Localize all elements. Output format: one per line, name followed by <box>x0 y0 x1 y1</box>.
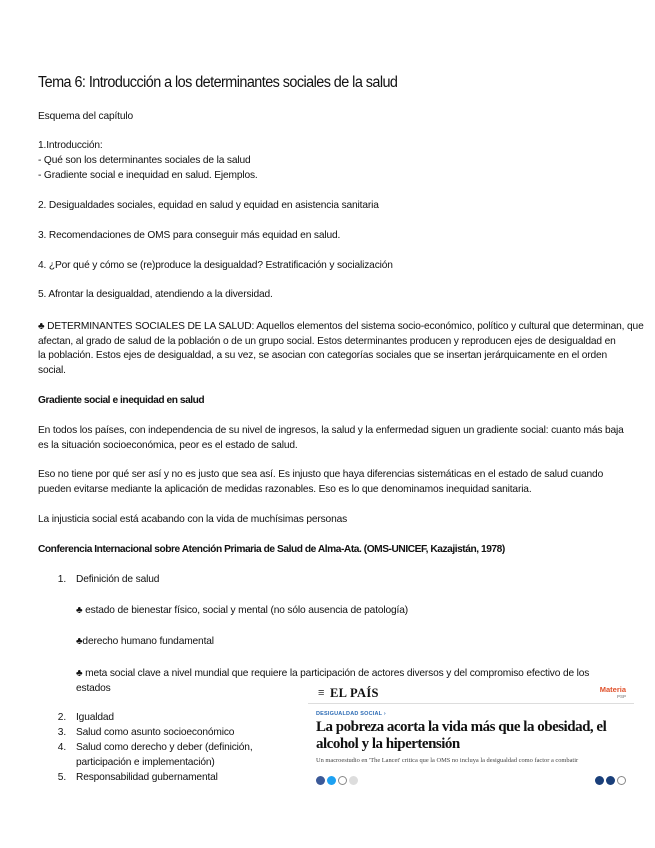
clipping-header <box>308 683 634 704</box>
outline-intro-item: - Qué son los determinantes sociales de la salud <box>38 155 251 166</box>
more-icon <box>617 776 626 785</box>
list-text: Salud como asunto socioeconómico <box>76 727 235 738</box>
page-title: Tema 6: Introducción a los determinantes sociales de la salud <box>38 74 398 91</box>
outline-intro-label: 1.Introducción: <box>38 140 103 151</box>
outline-item-3: 3. Recomendaciones de OMS para conseguir más equidad en salud. <box>38 230 341 241</box>
definition-line-1 <box>38 319 644 334</box>
definition-text: DETERMINANTES SOCIALES DE LA SALUD: Aquellos elementos del sistema socio-económico, político y cultural que determinan, que <box>47 321 644 332</box>
list-number: 4. <box>57 742 66 753</box>
bullet-item: ♣ meta social clave a nivel mundial que requiere la participación de actores diversos y del compromiso efectivo de los <box>76 668 590 679</box>
clipping-section: DESIGUALDAD SOCIAL › <box>316 711 386 717</box>
club-icon: ♣ <box>76 668 83 679</box>
clipping-subheadline: Un macroestudio en 'The Lancet' critica que la OMS no incluya la desigualdad como factor a combatir <box>316 757 579 764</box>
twitter-icon <box>327 776 336 785</box>
club-icon: ♣ <box>38 321 45 332</box>
list-text-continued: participación e implementación) <box>76 757 215 768</box>
list-text: Responsabilidad gubernamental <box>76 772 218 783</box>
definition-line: afectan, al grado de salud de la población o de un grupo social. Estos determinantes producen y reproducen ejes de desigualdad en <box>38 336 616 347</box>
outline-intro-item: - Gradiente social e inequidad en salud. Ejemplos. <box>38 170 258 181</box>
heart-icon <box>595 776 604 785</box>
definition-line: la población. Estos ejes de desigualdad, a su vez, se asocian con categorías sociales que se insertan jerárquicamente en el orden <box>38 350 608 361</box>
paragraph-line: En todos los países, con independencia de su nivel de ingresos, la salud y la enfermedad siguen un gradiente social: cuanto más baja <box>38 425 624 436</box>
paragraph-line: La injusticia social está acabando con la vida de muchísimas personas <box>38 514 348 525</box>
mail-icon <box>606 776 615 785</box>
bullet-item-continued: estados <box>76 683 111 694</box>
list-number: 2. <box>57 712 66 723</box>
action-icons <box>595 772 628 789</box>
newspaper-clipping <box>308 683 634 789</box>
definition-line: social. <box>38 365 66 376</box>
newspaper-logo: EL PAÍS <box>330 686 379 700</box>
list-number: 1. <box>57 574 66 585</box>
list-text: Definición de salud <box>76 574 160 585</box>
outline-item-5: 5. Afrontar la desigualdad, atendiendo a la diversidad. <box>38 289 273 300</box>
list-number: 5. <box>57 772 66 783</box>
share-icon <box>338 776 347 785</box>
bullet-item: ♣ estado de bienestar físico, social y mental (no sólo ausencia de patología) <box>76 605 408 616</box>
club-icon: ♣ <box>76 605 83 616</box>
bullet-item: ♣derecho humano fundamental <box>76 636 214 647</box>
paragraph-line: pueden evitarse mediante la aplicación de medidas razonables. Eso es lo que denominamos inequidad sanitaria. <box>38 484 532 495</box>
share-bar <box>316 772 360 784</box>
list-number: 3. <box>57 727 66 738</box>
section-tag: Materia PSP <box>599 685 626 699</box>
club-icon: ♣ <box>76 636 83 647</box>
clipping-headline: La pobreza acorta la vida más que la obesidad, el alcohol y la hipertensión <box>316 719 607 752</box>
section-heading-conference: Conferencia Internacional sobre Atención Primaria de Salud de Alma-Ata. (OMS-UNICEF, Kazajistán, 1978) <box>38 544 505 555</box>
outline-item-2: 2. Desigualdades sociales, equidad en salud y equidad en asistencia sanitaria <box>38 200 379 211</box>
list-text: Salud como derecho y deber (definición, <box>76 742 253 753</box>
outline-heading: Esquema del capítulo <box>38 111 133 122</box>
paragraph-line: Eso no tiene por qué ser así y no es justo que sea así. Es injusto que haya diferencias sistemáticas en el estado de salud cuando <box>38 469 604 480</box>
comments-pill <box>349 776 358 785</box>
section-heading-gradient: Gradiente social e inequidad en salud <box>38 395 205 406</box>
list-text: Igualdad <box>76 712 114 723</box>
paragraph-line: es la situación socioeconómica, peor es el estado de salud. <box>38 440 298 451</box>
outline-item-4: 4. ¿Por qué y cómo se (re)produce la desigualdad? Estratificación y socialización <box>38 260 393 271</box>
facebook-icon <box>316 776 325 785</box>
menu-icon: ≡ <box>318 687 325 699</box>
